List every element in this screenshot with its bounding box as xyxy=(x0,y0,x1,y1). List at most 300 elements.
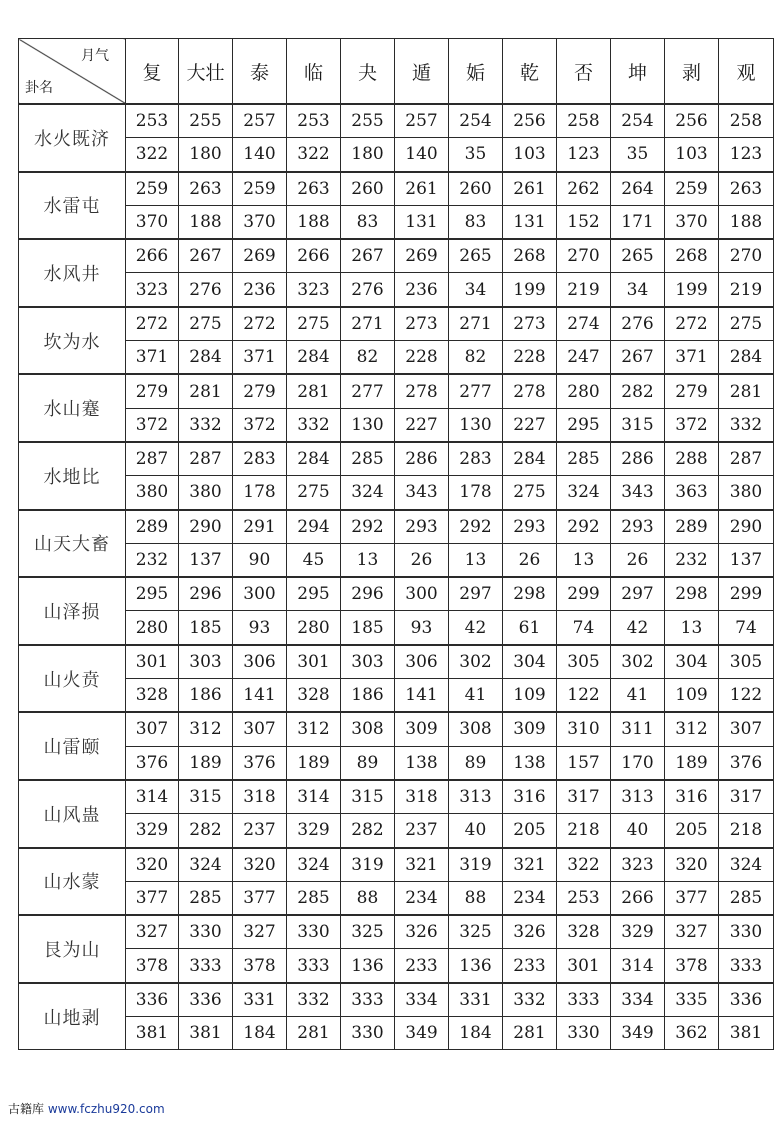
table-row xyxy=(19,341,774,375)
value-cell: 371 xyxy=(126,341,179,375)
value-cell: 378 xyxy=(665,949,719,983)
value-cell: 152 xyxy=(557,205,611,239)
value-cell: 26 xyxy=(503,543,557,577)
value-cell: 381 xyxy=(126,1017,179,1050)
corner-top-label: 月气 xyxy=(81,48,109,64)
value-cell: 336 xyxy=(179,983,233,1017)
column-header: 乾 xyxy=(503,39,557,105)
value-cell: 321 xyxy=(503,848,557,882)
value-cell: 82 xyxy=(341,341,395,375)
value-cell: 260 xyxy=(341,172,395,206)
value-cell: 272 xyxy=(233,307,287,341)
value-cell: 314 xyxy=(126,780,179,814)
hexagram-table-container xyxy=(18,38,774,1050)
table-row xyxy=(19,374,774,408)
value-cell: 326 xyxy=(395,915,449,949)
value-cell: 290 xyxy=(719,510,774,544)
value-cell: 371 xyxy=(233,341,287,375)
value-cell: 34 xyxy=(611,273,665,307)
value-cell: 261 xyxy=(395,172,449,206)
value-cell: 219 xyxy=(557,273,611,307)
value-cell: 285 xyxy=(179,881,233,915)
value-cell: 314 xyxy=(611,949,665,983)
value-cell: 308 xyxy=(449,712,503,746)
table-row xyxy=(19,104,774,138)
value-cell: 233 xyxy=(503,949,557,983)
value-cell: 137 xyxy=(179,543,233,577)
value-cell: 325 xyxy=(341,915,395,949)
table-row xyxy=(19,239,774,273)
value-cell: 26 xyxy=(395,543,449,577)
value-cell: 324 xyxy=(179,848,233,882)
value-cell: 334 xyxy=(395,983,449,1017)
value-cell: 333 xyxy=(179,949,233,983)
value-cell: 186 xyxy=(341,679,395,713)
value-cell: 157 xyxy=(557,746,611,780)
value-cell: 138 xyxy=(503,746,557,780)
value-cell: 188 xyxy=(179,205,233,239)
value-cell: 287 xyxy=(126,442,179,476)
value-cell: 301 xyxy=(287,645,341,679)
value-cell: 41 xyxy=(449,679,503,713)
value-cell: 284 xyxy=(503,442,557,476)
value-cell: 320 xyxy=(665,848,719,882)
value-cell: 281 xyxy=(179,374,233,408)
value-cell: 327 xyxy=(233,915,287,949)
value-cell: 330 xyxy=(557,1017,611,1050)
value-cell: 89 xyxy=(341,746,395,780)
value-cell: 233 xyxy=(395,949,449,983)
value-cell: 304 xyxy=(503,645,557,679)
value-cell: 332 xyxy=(179,408,233,442)
value-cell: 236 xyxy=(395,273,449,307)
value-cell: 294 xyxy=(287,510,341,544)
value-cell: 276 xyxy=(179,273,233,307)
value-cell: 269 xyxy=(233,239,287,273)
value-cell: 109 xyxy=(665,679,719,713)
value-cell: 295 xyxy=(287,577,341,611)
value-cell: 322 xyxy=(557,848,611,882)
value-cell: 259 xyxy=(665,172,719,206)
value-cell: 123 xyxy=(557,138,611,172)
value-cell: 284 xyxy=(719,341,774,375)
hexagram-name-cell: 山火贲 xyxy=(19,645,126,713)
value-cell: 281 xyxy=(287,1017,341,1050)
value-cell: 93 xyxy=(395,611,449,645)
table-row xyxy=(19,1017,774,1050)
value-cell: 277 xyxy=(341,374,395,408)
value-cell: 315 xyxy=(611,408,665,442)
value-cell: 378 xyxy=(233,949,287,983)
value-cell: 272 xyxy=(665,307,719,341)
value-cell: 305 xyxy=(557,645,611,679)
value-cell: 109 xyxy=(503,679,557,713)
value-cell: 247 xyxy=(557,341,611,375)
value-cell: 307 xyxy=(719,712,774,746)
table-row xyxy=(19,679,774,713)
value-cell: 319 xyxy=(449,848,503,882)
value-cell: 255 xyxy=(341,104,395,138)
value-cell: 326 xyxy=(503,915,557,949)
value-cell: 261 xyxy=(503,172,557,206)
value-cell: 286 xyxy=(611,442,665,476)
value-cell: 266 xyxy=(287,239,341,273)
hexagram-name-cell: 水风井 xyxy=(19,239,126,307)
value-cell: 199 xyxy=(503,273,557,307)
value-cell: 171 xyxy=(611,205,665,239)
value-cell: 103 xyxy=(503,138,557,172)
value-cell: 273 xyxy=(503,307,557,341)
value-cell: 321 xyxy=(395,848,449,882)
value-cell: 283 xyxy=(233,442,287,476)
value-cell: 324 xyxy=(557,476,611,510)
value-cell: 267 xyxy=(611,341,665,375)
value-cell: 26 xyxy=(611,543,665,577)
value-cell: 317 xyxy=(557,780,611,814)
value-cell: 333 xyxy=(557,983,611,1017)
value-cell: 141 xyxy=(395,679,449,713)
value-cell: 90 xyxy=(233,543,287,577)
table-row xyxy=(19,983,774,1017)
value-cell: 278 xyxy=(503,374,557,408)
value-cell: 292 xyxy=(449,510,503,544)
value-cell: 381 xyxy=(719,1017,774,1050)
value-cell: 184 xyxy=(449,1017,503,1050)
value-cell: 258 xyxy=(557,104,611,138)
hexagram-number-table xyxy=(18,38,774,1050)
value-cell: 13 xyxy=(449,543,503,577)
value-cell: 258 xyxy=(719,104,774,138)
value-cell: 289 xyxy=(665,510,719,544)
value-cell: 137 xyxy=(719,543,774,577)
value-cell: 285 xyxy=(719,881,774,915)
value-cell: 263 xyxy=(287,172,341,206)
hexagram-name-cell: 水地比 xyxy=(19,442,126,510)
value-cell: 328 xyxy=(557,915,611,949)
value-cell: 295 xyxy=(126,577,179,611)
value-cell: 186 xyxy=(179,679,233,713)
value-cell: 380 xyxy=(719,476,774,510)
value-cell: 303 xyxy=(341,645,395,679)
value-cell: 253 xyxy=(287,104,341,138)
column-header: 剥 xyxy=(665,39,719,105)
value-cell: 376 xyxy=(126,746,179,780)
value-cell: 45 xyxy=(287,543,341,577)
value-cell: 315 xyxy=(341,780,395,814)
value-cell: 184 xyxy=(233,1017,287,1050)
value-cell: 370 xyxy=(665,205,719,239)
value-cell: 131 xyxy=(395,205,449,239)
value-cell: 189 xyxy=(287,746,341,780)
value-cell: 170 xyxy=(611,746,665,780)
value-cell: 297 xyxy=(611,577,665,611)
value-cell: 269 xyxy=(395,239,449,273)
value-cell: 304 xyxy=(665,645,719,679)
value-cell: 316 xyxy=(503,780,557,814)
value-cell: 293 xyxy=(395,510,449,544)
value-cell: 296 xyxy=(341,577,395,611)
value-cell: 370 xyxy=(233,205,287,239)
value-cell: 74 xyxy=(719,611,774,645)
value-cell: 312 xyxy=(179,712,233,746)
value-cell: 267 xyxy=(179,239,233,273)
value-cell: 330 xyxy=(719,915,774,949)
value-cell: 130 xyxy=(341,408,395,442)
value-cell: 188 xyxy=(719,205,774,239)
value-cell: 259 xyxy=(233,172,287,206)
value-cell: 302 xyxy=(449,645,503,679)
value-cell: 331 xyxy=(233,983,287,1017)
value-cell: 284 xyxy=(287,442,341,476)
value-cell: 310 xyxy=(557,712,611,746)
value-cell: 331 xyxy=(449,983,503,1017)
value-cell: 378 xyxy=(126,949,179,983)
value-cell: 180 xyxy=(179,138,233,172)
value-cell: 74 xyxy=(557,611,611,645)
value-cell: 334 xyxy=(611,983,665,1017)
value-cell: 290 xyxy=(179,510,233,544)
value-cell: 297 xyxy=(449,577,503,611)
value-cell: 266 xyxy=(126,239,179,273)
value-cell: 122 xyxy=(557,679,611,713)
value-cell: 280 xyxy=(287,611,341,645)
value-cell: 372 xyxy=(126,408,179,442)
value-cell: 205 xyxy=(665,814,719,848)
value-cell: 227 xyxy=(503,408,557,442)
value-cell: 180 xyxy=(341,138,395,172)
table-row xyxy=(19,645,774,679)
column-header: 临 xyxy=(287,39,341,105)
table-row xyxy=(19,611,774,645)
value-cell: 254 xyxy=(611,104,665,138)
value-cell: 13 xyxy=(341,543,395,577)
value-cell: 282 xyxy=(341,814,395,848)
value-cell: 271 xyxy=(341,307,395,341)
hexagram-name-cell: 山风蛊 xyxy=(19,780,126,848)
value-cell: 312 xyxy=(665,712,719,746)
hexagram-name-cell: 坎为水 xyxy=(19,307,126,375)
table-row xyxy=(19,543,774,577)
value-cell: 289 xyxy=(126,510,179,544)
value-cell: 123 xyxy=(719,138,774,172)
table-row xyxy=(19,915,774,949)
value-cell: 300 xyxy=(233,577,287,611)
column-header: 否 xyxy=(557,39,611,105)
value-cell: 328 xyxy=(287,679,341,713)
value-cell: 332 xyxy=(287,983,341,1017)
value-cell: 276 xyxy=(341,273,395,307)
value-cell: 302 xyxy=(611,645,665,679)
value-cell: 281 xyxy=(719,374,774,408)
value-cell: 303 xyxy=(179,645,233,679)
value-cell: 275 xyxy=(719,307,774,341)
footer-url: www.fczhu920.com xyxy=(47,1102,165,1116)
column-header: 姤 xyxy=(449,39,503,105)
value-cell: 293 xyxy=(503,510,557,544)
value-cell: 313 xyxy=(449,780,503,814)
value-cell: 283 xyxy=(449,442,503,476)
value-cell: 343 xyxy=(611,476,665,510)
value-cell: 320 xyxy=(233,848,287,882)
value-cell: 257 xyxy=(395,104,449,138)
value-cell: 300 xyxy=(395,577,449,611)
column-header: 坤 xyxy=(611,39,665,105)
value-cell: 330 xyxy=(179,915,233,949)
value-cell: 272 xyxy=(126,307,179,341)
value-cell: 318 xyxy=(395,780,449,814)
table-row xyxy=(19,476,774,510)
value-cell: 320 xyxy=(126,848,179,882)
value-cell: 298 xyxy=(503,577,557,611)
value-cell: 227 xyxy=(395,408,449,442)
column-header: 观 xyxy=(719,39,774,105)
value-cell: 309 xyxy=(395,712,449,746)
value-cell: 328 xyxy=(126,679,179,713)
value-cell: 228 xyxy=(395,341,449,375)
hexagram-name-cell: 山雷颐 xyxy=(19,712,126,780)
value-cell: 83 xyxy=(341,205,395,239)
value-cell: 218 xyxy=(719,814,774,848)
value-cell: 307 xyxy=(126,712,179,746)
value-cell: 274 xyxy=(557,307,611,341)
value-cell: 264 xyxy=(611,172,665,206)
hexagram-name-cell: 水山蹇 xyxy=(19,374,126,442)
value-cell: 287 xyxy=(179,442,233,476)
value-cell: 333 xyxy=(287,949,341,983)
value-cell: 319 xyxy=(341,848,395,882)
value-cell: 301 xyxy=(557,949,611,983)
table-row xyxy=(19,205,774,239)
value-cell: 299 xyxy=(557,577,611,611)
value-cell: 270 xyxy=(557,239,611,273)
table-row xyxy=(19,577,774,611)
hexagram-name-cell: 山地剥 xyxy=(19,983,126,1050)
value-cell: 40 xyxy=(449,814,503,848)
page-footer xyxy=(8,1100,165,1117)
value-cell: 325 xyxy=(449,915,503,949)
value-cell: 263 xyxy=(179,172,233,206)
value-cell: 324 xyxy=(341,476,395,510)
value-cell: 372 xyxy=(233,408,287,442)
value-cell: 322 xyxy=(287,138,341,172)
value-cell: 267 xyxy=(341,239,395,273)
value-cell: 311 xyxy=(611,712,665,746)
value-cell: 236 xyxy=(233,273,287,307)
value-cell: 362 xyxy=(665,1017,719,1050)
value-cell: 278 xyxy=(395,374,449,408)
footer-label: 古籍库 xyxy=(8,1102,45,1116)
value-cell: 376 xyxy=(233,746,287,780)
value-cell: 277 xyxy=(449,374,503,408)
value-cell: 286 xyxy=(395,442,449,476)
value-cell: 34 xyxy=(449,273,503,307)
corner-bottom-label: 卦名 xyxy=(25,80,53,96)
value-cell: 232 xyxy=(126,543,179,577)
value-cell: 327 xyxy=(126,915,179,949)
value-cell: 370 xyxy=(126,205,179,239)
value-cell: 88 xyxy=(341,881,395,915)
table-row xyxy=(19,172,774,206)
hexagram-name-cell: 山天大畜 xyxy=(19,510,126,578)
value-cell: 279 xyxy=(233,374,287,408)
value-cell: 273 xyxy=(395,307,449,341)
table-row xyxy=(19,881,774,915)
header-row xyxy=(19,39,774,105)
value-cell: 316 xyxy=(665,780,719,814)
value-cell: 178 xyxy=(449,476,503,510)
column-header: 大壮 xyxy=(179,39,233,105)
value-cell: 314 xyxy=(287,780,341,814)
value-cell: 330 xyxy=(287,915,341,949)
table-row xyxy=(19,712,774,746)
value-cell: 343 xyxy=(395,476,449,510)
value-cell: 306 xyxy=(233,645,287,679)
value-cell: 83 xyxy=(449,205,503,239)
value-cell: 291 xyxy=(233,510,287,544)
value-cell: 285 xyxy=(341,442,395,476)
value-cell: 61 xyxy=(503,611,557,645)
value-cell: 259 xyxy=(126,172,179,206)
value-cell: 280 xyxy=(126,611,179,645)
value-cell: 307 xyxy=(233,712,287,746)
value-cell: 237 xyxy=(233,814,287,848)
value-cell: 308 xyxy=(341,712,395,746)
value-cell: 380 xyxy=(179,476,233,510)
hexagram-name-cell: 水火既济 xyxy=(19,104,126,172)
value-cell: 228 xyxy=(503,341,557,375)
value-cell: 293 xyxy=(611,510,665,544)
value-cell: 285 xyxy=(287,881,341,915)
value-cell: 35 xyxy=(611,138,665,172)
table-row xyxy=(19,273,774,307)
value-cell: 313 xyxy=(611,780,665,814)
value-cell: 122 xyxy=(719,679,774,713)
value-cell: 35 xyxy=(449,138,503,172)
value-cell: 282 xyxy=(179,814,233,848)
value-cell: 256 xyxy=(665,104,719,138)
value-cell: 327 xyxy=(665,915,719,949)
value-cell: 260 xyxy=(449,172,503,206)
value-cell: 279 xyxy=(665,374,719,408)
value-cell: 255 xyxy=(179,104,233,138)
value-cell: 376 xyxy=(719,746,774,780)
value-cell: 371 xyxy=(665,341,719,375)
value-cell: 263 xyxy=(719,172,774,206)
value-cell: 266 xyxy=(611,881,665,915)
value-cell: 275 xyxy=(503,476,557,510)
value-cell: 257 xyxy=(233,104,287,138)
table-row xyxy=(19,780,774,814)
value-cell: 288 xyxy=(665,442,719,476)
value-cell: 271 xyxy=(449,307,503,341)
value-cell: 318 xyxy=(233,780,287,814)
value-cell: 377 xyxy=(233,881,287,915)
value-cell: 265 xyxy=(611,239,665,273)
corner-cell xyxy=(19,39,126,105)
value-cell: 296 xyxy=(179,577,233,611)
value-cell: 312 xyxy=(287,712,341,746)
value-cell: 82 xyxy=(449,341,503,375)
value-cell: 199 xyxy=(665,273,719,307)
table-row xyxy=(19,408,774,442)
value-cell: 189 xyxy=(179,746,233,780)
value-cell: 89 xyxy=(449,746,503,780)
value-cell: 185 xyxy=(341,611,395,645)
value-cell: 41 xyxy=(611,679,665,713)
hexagram-name-cell: 山泽损 xyxy=(19,577,126,645)
value-cell: 42 xyxy=(611,611,665,645)
value-cell: 140 xyxy=(233,138,287,172)
